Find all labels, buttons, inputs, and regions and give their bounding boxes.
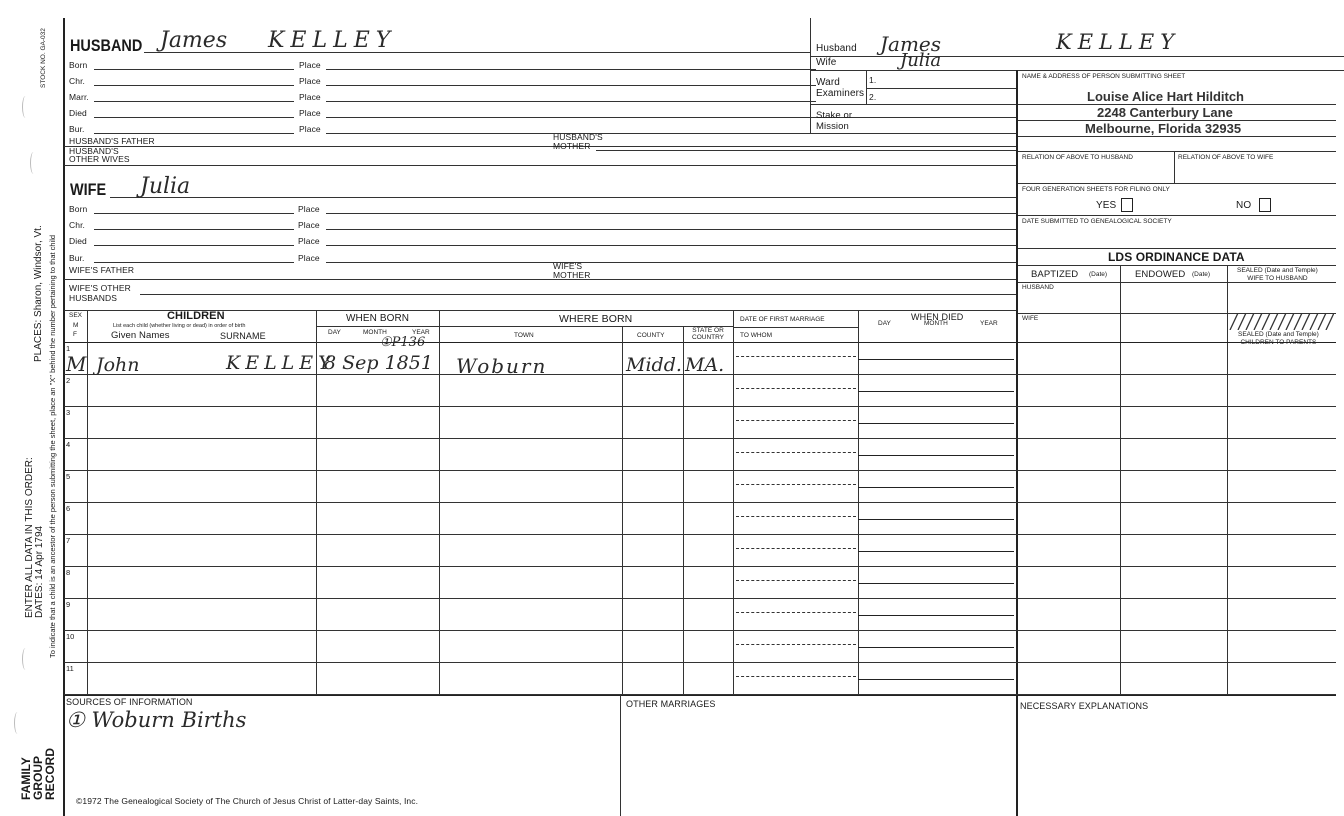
wife-heading: WIFE <box>70 180 107 199</box>
husband-died-label: Died <box>69 108 87 118</box>
dates-note: DATES: 14 Apr 1794 <box>34 525 45 618</box>
bottom-section-top <box>64 695 1336 696</box>
husband-chr-label: Chr. <box>69 76 85 86</box>
ancestor-instruction: To indicate that a child is an ancestor of the person submitting the sheet, place an "X" behind the number pertaining to that child <box>48 234 57 658</box>
punch-hole <box>30 152 37 174</box>
no-checkbox[interactable] <box>1259 198 1271 212</box>
label-line: CHILDREN TO PARENTS <box>1240 339 1317 346</box>
child-row-line[interactable] <box>64 406 1336 407</box>
child-row-number: 2 <box>66 376 71 385</box>
punch-hole <box>14 712 21 734</box>
wife-bur-place-label: Place <box>298 253 320 263</box>
submitter-city: Melbourne, Florida 32935 <box>1085 121 1242 136</box>
first-marriage-line <box>734 327 858 328</box>
source-1: ① Woburn Births <box>66 708 247 732</box>
husband-born-label: Born <box>69 60 88 70</box>
four-gen-label: FOUR GENERATION SHEETS FOR FILING ONLY <box>1022 186 1170 193</box>
died-month-label: MONTH <box>924 320 948 327</box>
sealed-wife-label <box>1237 267 1318 283</box>
wife-died-field[interactable] <box>94 245 294 246</box>
header-husband-line <box>810 56 1344 57</box>
no-label: NO <box>1236 200 1252 211</box>
wife-bur-field[interactable] <box>94 262 294 263</box>
wife-born-place-field[interactable] <box>326 213 1016 214</box>
four-gen-bottom <box>1018 215 1336 216</box>
husband-died-place-label: Place <box>299 108 321 118</box>
husband-marr-place-field[interactable] <box>326 101 816 102</box>
when-died-label: WHEN DIED <box>911 312 964 322</box>
sex-f-label: F <box>73 331 77 338</box>
died-field[interactable] <box>858 615 1014 616</box>
husband-chr-place-label: Place <box>299 76 321 86</box>
marriage-date-field[interactable] <box>736 484 856 485</box>
label-line: MOTHER <box>553 141 591 151</box>
sex-label: SEX <box>69 312 83 319</box>
label-line: HUSBANDS <box>69 293 118 303</box>
to-whom-label: TO WHOM <box>740 332 773 339</box>
header-box-left <box>810 18 811 134</box>
wife-chr-place-field[interactable] <box>326 229 1016 230</box>
relation-husband-label: RELATION OF ABOVE TO HUSBAND <box>1022 154 1133 161</box>
wife-other-husbands-label <box>69 283 131 303</box>
sources-label: SOURCES OF INFORMATION <box>66 697 193 707</box>
child-1-state: MA. <box>685 354 725 376</box>
born-subheader-line <box>316 326 733 327</box>
submitter-name: Louise Alice Hart Hilditch <box>1087 89 1244 104</box>
marriage-date-field[interactable] <box>736 580 856 581</box>
marriage-date-field[interactable] <box>736 516 856 517</box>
husband-mother-label <box>553 133 603 151</box>
husband-bur-field[interactable] <box>94 133 294 134</box>
wife-died-place-field[interactable] <box>326 245 1016 246</box>
examiner-line <box>866 88 1016 89</box>
county-label: COUNTY <box>637 332 665 339</box>
child-row-line[interactable] <box>64 502 1336 503</box>
col-divider-town <box>622 326 623 695</box>
marriage-date-field[interactable] <box>736 676 856 677</box>
wife-mother-label <box>553 262 590 280</box>
died-field[interactable] <box>858 487 1014 488</box>
born-day-label: DAY <box>328 329 341 336</box>
children-instruction: List each child (whether living or dead) in order of birth <box>113 323 246 329</box>
born-year-label: YEAR <box>412 329 430 336</box>
lds-wife-row: WIFE <box>1022 315 1039 322</box>
husband-died-field[interactable] <box>94 117 294 118</box>
examiner-2[interactable]: 2. <box>869 92 877 102</box>
husband-father-label: HUSBAND'S FATHER <box>69 136 155 146</box>
husband-marr-place-label: Place <box>299 92 321 102</box>
husband-father-line <box>64 146 1016 147</box>
husband-mother-field[interactable] <box>596 150 1016 151</box>
hatched-cell <box>1228 313 1334 330</box>
label-line: WIFE'S <box>553 261 583 271</box>
child-row-line[interactable] <box>64 630 1336 631</box>
wife-chr-field[interactable] <box>94 229 294 230</box>
section-divider <box>64 165 1016 166</box>
child-row-number: 3 <box>66 408 71 417</box>
died-field[interactable] <box>858 551 1014 552</box>
child-1-page-note: ①P136 <box>380 335 426 350</box>
submitter-label: NAME & ADDRESS OF PERSON SUBMITTING SHEET <box>1022 73 1186 80</box>
child-1-born: 8 Sep 1851 <box>324 352 433 374</box>
necessary-explanations-label: NECESSARY EXPLANATIONS <box>1020 701 1149 711</box>
husband-born-field[interactable] <box>94 69 294 70</box>
child-row-line[interactable] <box>64 566 1336 567</box>
died-day-label: DAY <box>878 320 891 327</box>
died-field[interactable] <box>858 359 1014 360</box>
enter-all-note: ENTER ALL DATA IN THIS ORDER: <box>24 457 35 618</box>
mission-label: Mission <box>816 121 849 132</box>
baptized-date: (Date) <box>1089 271 1108 278</box>
died-field[interactable] <box>858 455 1014 456</box>
marriage-date-field[interactable] <box>736 420 856 421</box>
endowed-date: (Date) <box>1192 271 1211 278</box>
child-row-number: 6 <box>66 504 71 513</box>
town-label: TOWN <box>514 332 534 339</box>
lds-title: LDS ORDINANCE DATA <box>1108 250 1245 264</box>
child-row-line[interactable] <box>64 470 1336 471</box>
husband-given-name: James <box>160 28 228 53</box>
header-husband-label: Husband <box>816 43 857 54</box>
child-row-number: 4 <box>66 440 71 449</box>
husband-other-wives-label <box>69 147 130 163</box>
baptized-label: BAPTIZED <box>1031 269 1079 280</box>
husband-marr-field[interactable] <box>94 101 294 102</box>
wife-born-place-label: Place <box>298 204 320 214</box>
marriage-date-field[interactable] <box>736 612 856 613</box>
title-line: FAMILY <box>19 757 33 800</box>
child-1-town: Woburn <box>456 354 548 378</box>
husband-surname: KELLEY <box>268 28 397 53</box>
child-1-sex: M <box>66 352 87 376</box>
punch-hole <box>22 96 29 118</box>
date-submitted-bottom <box>1018 248 1336 249</box>
form-left-border <box>63 18 65 816</box>
label-line: WIFE TO HUSBAND <box>1247 275 1308 282</box>
given-names-label: Given Names <box>111 330 170 341</box>
yes-label: YES <box>1096 200 1117 211</box>
wife-born-label: Born <box>69 204 88 214</box>
children-title: CHILDREN <box>167 310 225 322</box>
label-line: COUNTRY <box>692 334 725 341</box>
lds-header-bottom <box>1018 282 1336 283</box>
died-year-label: YEAR <box>980 320 998 327</box>
child-row-line[interactable] <box>64 598 1336 599</box>
header-wife-name: Julia <box>900 50 942 71</box>
relation-divider <box>1174 151 1175 183</box>
child-row-line[interactable] <box>64 438 1336 439</box>
state-country-label <box>692 327 724 341</box>
died-field[interactable] <box>858 391 1014 392</box>
label-line: SEALED (Date and Temple) <box>1237 267 1318 274</box>
lds-title-bottom <box>1018 265 1336 266</box>
header-wife-line <box>810 70 1344 71</box>
label-line: MOTHER <box>553 270 591 280</box>
submitter-line <box>1018 104 1336 105</box>
examiners-label: Examiners <box>816 88 865 99</box>
label-line: STATE OR <box>692 327 724 334</box>
wife-bur-place-field[interactable] <box>326 262 1016 263</box>
sealed-child-label <box>1238 331 1319 347</box>
child-1-given: John <box>96 354 140 376</box>
examiner-divider <box>866 70 867 104</box>
label-line: WIFE'S OTHER <box>69 283 131 293</box>
wife-chr-label: Chr. <box>69 220 85 230</box>
child-row-number: 7 <box>66 536 71 545</box>
child-row-number: 5 <box>66 472 71 481</box>
wife-chr-place-label: Place <box>298 220 320 230</box>
ward-label: Ward <box>816 77 840 88</box>
title-line: GROUP <box>31 755 45 800</box>
child-row-line[interactable] <box>64 662 1336 663</box>
wife-father-label: WIFE'S FATHER <box>69 265 135 275</box>
yes-checkbox[interactable] <box>1121 198 1133 212</box>
endowed-label: ENDOWED <box>1135 269 1186 280</box>
wife-other-husbands-field[interactable] <box>140 294 1016 295</box>
children-header-bottom <box>64 342 1336 343</box>
marriage-date-field[interactable] <box>736 388 856 389</box>
family-group-record-title <box>20 748 56 800</box>
submitter-street: 2248 Canterbury Lane <box>1097 105 1233 120</box>
examiner-bottom-line <box>810 104 1016 105</box>
husband-bur-place-field[interactable] <box>326 133 1016 134</box>
husband-bur-label: Bur. <box>69 124 85 134</box>
other-marriages-divider <box>620 695 621 816</box>
child-row-number: 8 <box>66 568 71 577</box>
died-field[interactable] <box>858 679 1014 680</box>
died-field[interactable] <box>858 519 1014 520</box>
marriage-date-field[interactable] <box>736 644 856 645</box>
wife-given-name: Julia <box>140 174 191 199</box>
label-line: HUSBAND'S <box>553 132 603 142</box>
right-panel-border <box>1016 70 1018 816</box>
wife-born-field[interactable] <box>94 213 294 214</box>
husband-bur-place-label: Place <box>299 124 321 134</box>
died-field[interactable] <box>858 647 1014 648</box>
title-line: RECORD <box>43 747 57 800</box>
husband-marr-label: Marr. <box>69 92 89 102</box>
husband-heading: HUSBAND <box>70 36 143 55</box>
header-husband-surname: KELLEY <box>1056 30 1181 54</box>
where-born-label: WHERE BORN <box>559 313 633 325</box>
child-row-number: 1 <box>66 344 71 353</box>
col-divider-county <box>683 326 684 695</box>
wife-name-line <box>110 197 1016 198</box>
relation-wife-label: RELATION OF ABOVE TO WIFE <box>1178 154 1274 161</box>
wife-mother-field[interactable] <box>594 279 1016 280</box>
copyright: ©1972 The Genealogical Society of The Church of Jesus Christ of Latter-day Saints, Inc. <box>76 796 419 806</box>
died-field[interactable] <box>858 423 1014 424</box>
husband-chr-place-field[interactable] <box>326 85 816 86</box>
wife-died-label: Died <box>69 236 87 246</box>
wife-bur-label: Bur. <box>69 253 85 263</box>
marriage-date-field[interactable] <box>736 356 856 357</box>
other-marriages-label: OTHER MARRIAGES <box>626 699 716 709</box>
died-field[interactable] <box>858 583 1014 584</box>
submitter-box-bottom <box>1018 151 1336 152</box>
examiner-1[interactable]: 1. <box>869 75 877 85</box>
first-marriage-label: DATE OF FIRST MARRIAGE <box>740 316 825 323</box>
header-husband-given: James <box>880 32 942 56</box>
surname-label: SURNAME <box>220 331 266 341</box>
husband-born-place-field[interactable] <box>326 69 816 70</box>
husband-chr-field[interactable] <box>94 85 294 86</box>
date-submitted-label: DATE SUBMITTED TO GENEALOGICAL SOCIETY <box>1022 218 1172 225</box>
label-line: SEALED (Date and Temple) <box>1238 331 1319 338</box>
husband-born-place-label: Place <box>299 60 321 70</box>
born-month-label: MONTH <box>363 329 387 336</box>
husband-died-place-field[interactable] <box>326 117 1016 118</box>
submitter-line <box>1018 120 1336 121</box>
child-1-surname: KELLEY <box>226 352 336 374</box>
places-note: PLACES: Sharon, Windsor, Vt. <box>33 225 44 362</box>
child-row-number: 9 <box>66 600 71 609</box>
label-line: HUSBAND'S <box>69 146 119 156</box>
child-row-number: 11 <box>66 664 74 673</box>
marriage-date-field[interactable] <box>736 452 856 453</box>
header-wife-label: Wife <box>816 57 837 68</box>
label-line: OTHER WIVES <box>69 154 130 164</box>
wife-died-place-label: Place <box>298 236 320 246</box>
lds-husband-row: HUSBAND <box>1022 284 1054 291</box>
relation-bottom <box>1018 183 1336 184</box>
child-row-number: 10 <box>66 632 75 641</box>
child-row-line[interactable] <box>64 534 1336 535</box>
husband-name-line <box>144 52 810 53</box>
punch-hole <box>22 648 29 670</box>
child-1-county: Midd. <box>626 354 682 376</box>
when-born-label: WHEN BORN <box>346 313 410 324</box>
submitter-line <box>1018 136 1336 137</box>
stock-number: STOCK NO. GA-032 <box>40 28 47 88</box>
sex-m-label: M <box>73 322 79 329</box>
marriage-date-field[interactable] <box>736 548 856 549</box>
stake-label: Stake or <box>816 110 853 121</box>
